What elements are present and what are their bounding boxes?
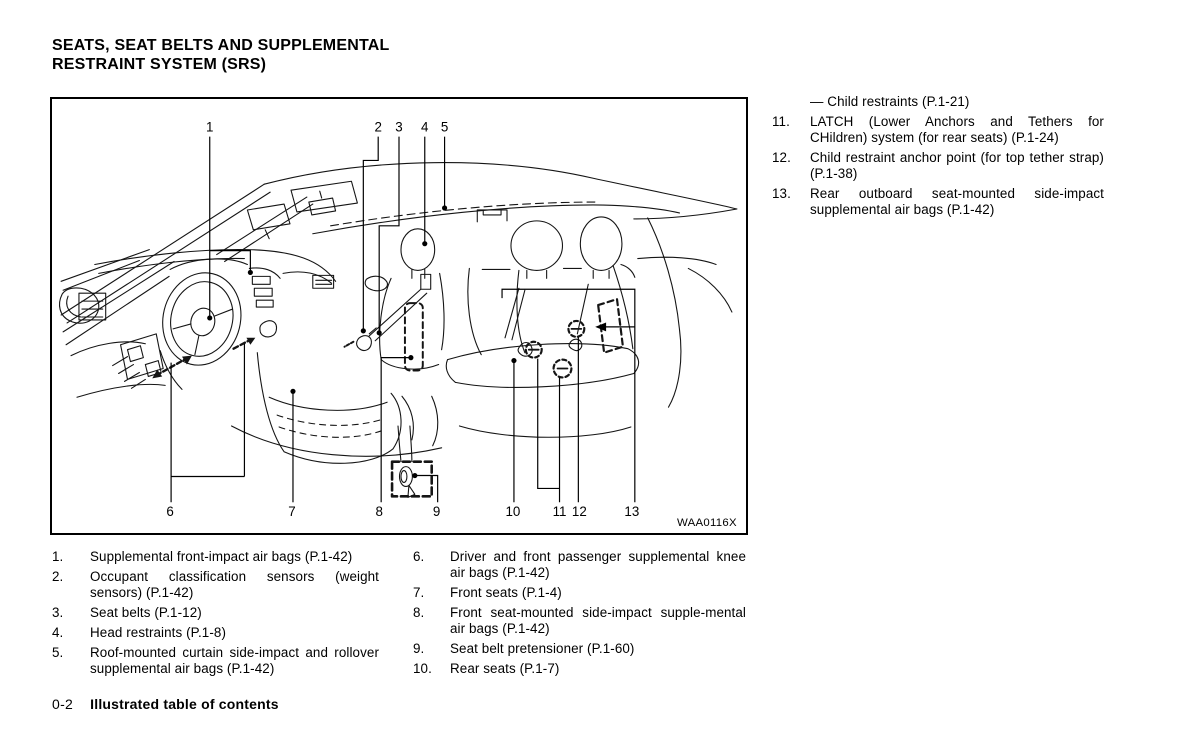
steering-wheel (153, 264, 251, 373)
legend-item (413, 549, 746, 581)
item-text: Occupant classification sensors (weight sensors) (P.1-42) (90, 569, 379, 600)
callout-numbers (166, 120, 639, 519)
callout-number: 7 (288, 504, 296, 520)
legend-column-left (52, 549, 379, 681)
callout-number: 4 (421, 119, 429, 135)
item-number: 10. (413, 661, 432, 676)
callout-number: 5 (440, 119, 449, 135)
item-text: Supplemental front-impact air bags (P.1-42) (90, 549, 353, 564)
item-text: LATCH (Lower Anchors and Tethers for CHildren) system (for rear seats) (P.1-24) (810, 114, 1104, 145)
item-text: — Child restraints (P.1-21) (810, 94, 970, 109)
item-number: 1. (52, 549, 64, 564)
item-number: 9. (413, 641, 425, 656)
page-footer (52, 696, 279, 712)
legend-item (772, 186, 1104, 218)
page-title-line2: RESTRAINT SYSTEM (SRS) (52, 56, 267, 73)
item-text: Front seats (P.1-4) (450, 585, 562, 600)
footer-page-number: 0-2 (52, 696, 74, 712)
footer-section-title: Illustrated table of contents (90, 696, 279, 712)
legend-column-middle (413, 549, 746, 681)
item-text: Roof-mounted curtain side-impact and rollover supplemental air bags (P.1-42) (90, 645, 379, 676)
vehicle-interior-illustration (52, 99, 746, 533)
item-number: 12. (772, 150, 791, 165)
item-text: Seat belts (P.1-12) (90, 605, 202, 620)
item-text: Head restraints (P.1-8) (90, 625, 227, 640)
item-text: Seat belt pretensioner (P.1-60) (450, 641, 635, 656)
callout-number: 6 (166, 504, 174, 520)
legend-item (52, 625, 379, 641)
legend-item (413, 605, 746, 637)
front-head-restraint (401, 229, 435, 271)
item-number: 8. (413, 605, 425, 620)
item-number (772, 94, 810, 110)
item-text: Rear outboard seat-mounted side-impact supplemental air bags (P.1-42) (810, 186, 1104, 217)
front-side-airbag-dashed-box (405, 303, 423, 370)
legend-item (413, 585, 746, 601)
illustration-frame (50, 97, 748, 535)
item-number: 6. (413, 549, 425, 564)
callout-number: 9 (432, 504, 441, 520)
callout-number: 12 (571, 504, 587, 520)
callout-number: 2 (374, 119, 382, 135)
item-number: 3. (52, 605, 64, 620)
legend-column-right (772, 94, 1104, 222)
rearview-mirror (309, 191, 336, 215)
legend-item (52, 569, 379, 601)
legend-item (52, 645, 379, 677)
item-text: Rear seats (P.1-7) (450, 661, 560, 676)
knee-airbag-dashed-arrow (234, 340, 251, 349)
figure-code: WAA0116X (676, 517, 737, 530)
callout-number: 11 (552, 504, 567, 520)
item-number: 13. (772, 186, 791, 201)
item-text: Driver and front passenger supplemental knee air bags (P.1-42) (450, 549, 746, 580)
item-text: Child restraint anchor point (for top tether strap) (P.1-38) (810, 150, 1104, 181)
callout-number: 3 (395, 119, 403, 135)
item-number: 5. (52, 645, 64, 660)
legend-item (52, 549, 379, 565)
item-number: 2. (52, 569, 64, 584)
rear-head-restraint-left (511, 221, 563, 271)
item-number: 11. (772, 114, 790, 129)
item-number: 4. (52, 625, 64, 640)
legend-item (52, 605, 379, 621)
legend-item (772, 114, 1104, 146)
legend-item (413, 641, 746, 657)
callout-number: 8 (375, 504, 383, 520)
legend-item (413, 661, 746, 677)
callout-number: 1 (206, 119, 214, 135)
grab-handle (477, 210, 507, 222)
callout-number: 13 (624, 504, 640, 520)
callout-number: 10 (505, 504, 521, 520)
dashboard (95, 250, 336, 282)
page-title-line1: SEATS, SEAT BELTS AND SUPPLEMENTAL (52, 37, 390, 54)
item-number: 7. (413, 585, 425, 600)
legend-item (772, 150, 1104, 182)
page-title (52, 36, 472, 74)
driver-seat (257, 353, 401, 464)
legend-item-continuation (772, 94, 1104, 110)
item-text: Front seat-mounted side-impact supple-mental air bags (P.1-42) (450, 605, 746, 636)
rear-head-restraint-right (580, 217, 622, 271)
